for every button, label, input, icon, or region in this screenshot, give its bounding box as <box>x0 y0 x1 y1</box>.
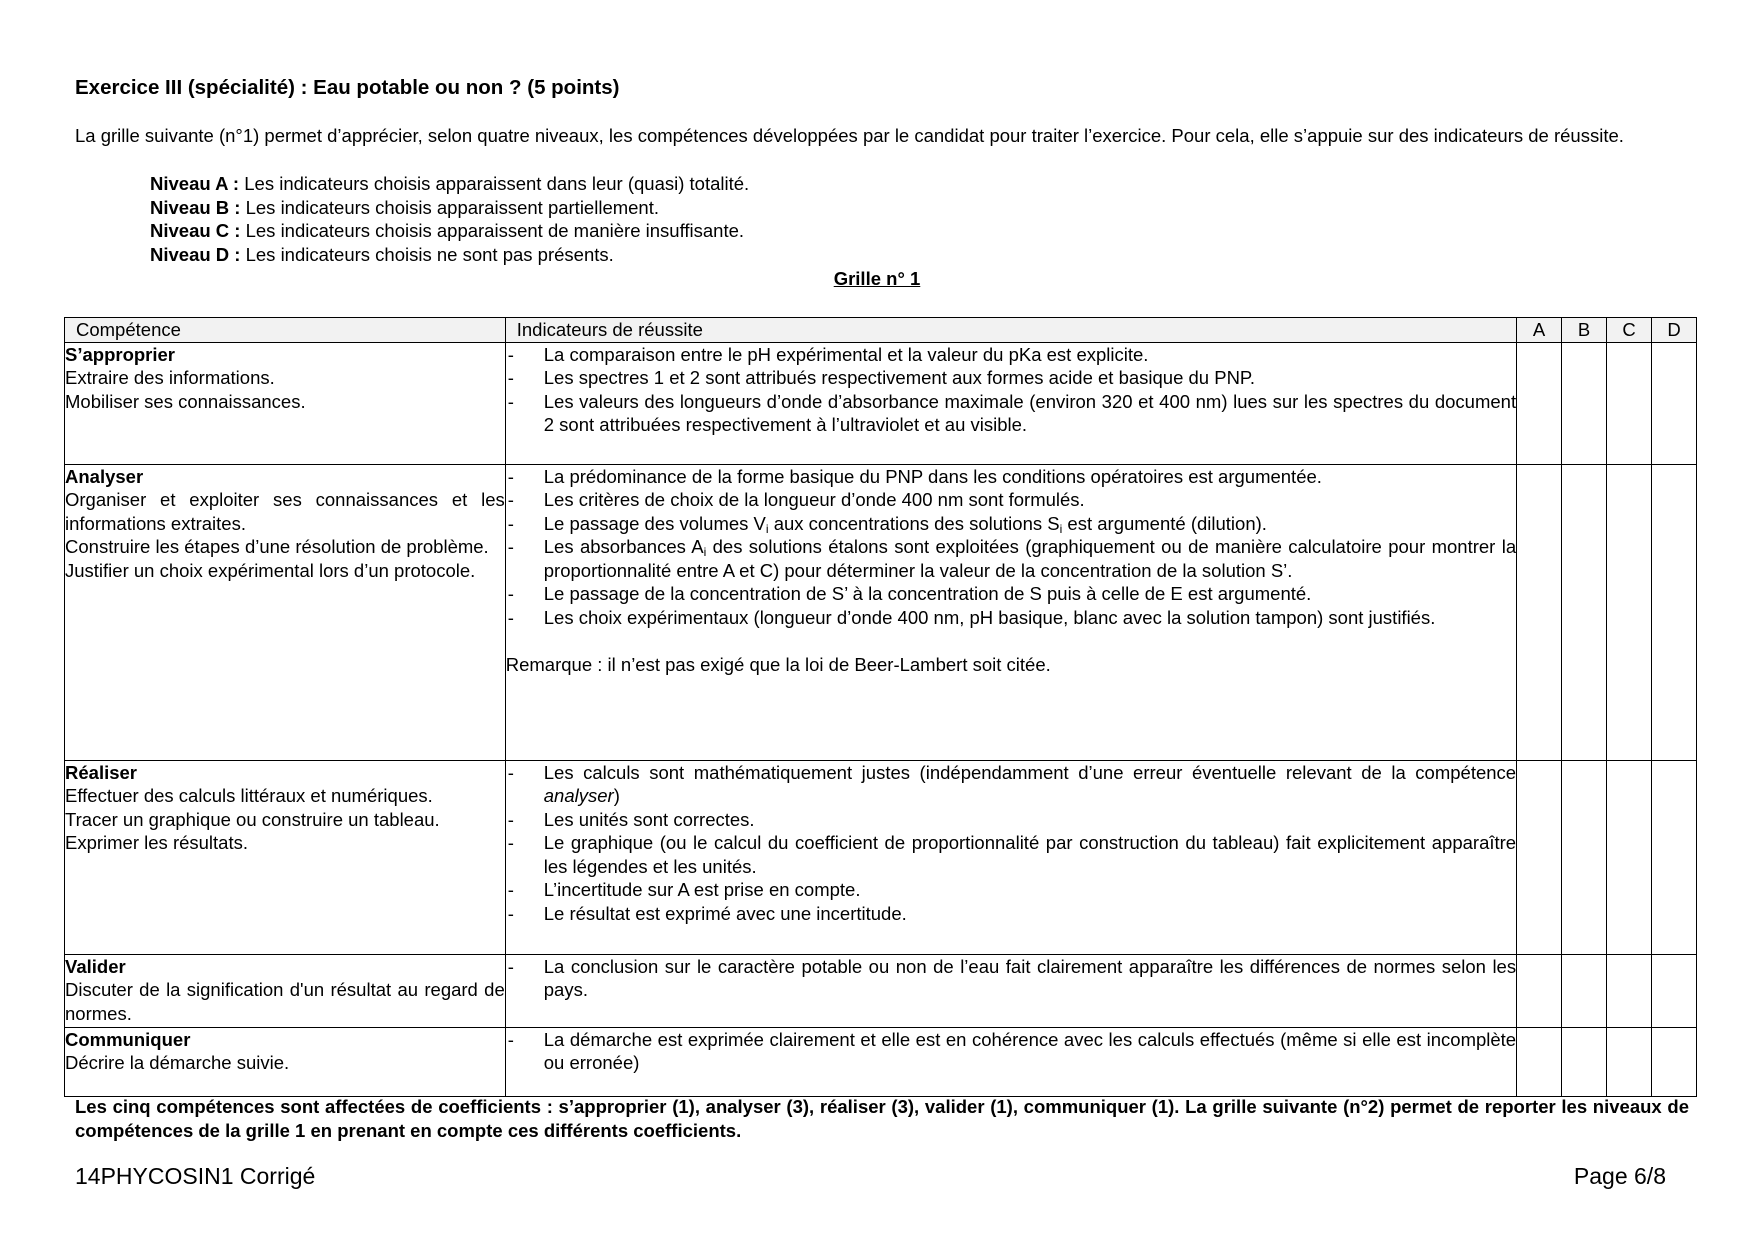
level-a-cell[interactable] <box>1517 464 1562 760</box>
indicators-cell <box>505 342 1516 464</box>
list-item: - L’incertitude sur A est prise en compte. <box>506 878 1516 902</box>
level-a-cell[interactable] <box>1517 954 1562 1027</box>
level-a: Niveau A : Les indicateurs choisis apparaissent dans leur (quasi) totalité. <box>150 173 750 194</box>
remark: Remarque : il n’est pas exigé que la loi de Beer-Lambert soit citée. <box>505 653 1051 675</box>
level-d-cell[interactable] <box>1652 760 1697 954</box>
header-d: D <box>1652 318 1697 343</box>
level-a-cell[interactable] <box>1517 760 1562 954</box>
level-b-cell[interactable] <box>1562 342 1607 464</box>
list-item: - La conclusion sur le caractère potable ou non de l’eau fait clairement apparaître les différences de normes selon les pays. <box>506 955 1516 1002</box>
level-b-cell[interactable] <box>1562 1027 1607 1096</box>
header-c: C <box>1607 318 1652 343</box>
levels-list <box>150 172 749 266</box>
footer-reference: 14PHYCOSIN1 Corrigé <box>75 1163 316 1189</box>
indicators-cell <box>505 760 1516 954</box>
level-d-cell[interactable] <box>1652 464 1697 760</box>
competence-grid <box>64 317 1697 1097</box>
level-c-cell[interactable] <box>1607 1027 1652 1096</box>
list-item: - Le passage des volumes $V_i$ aux concentrations des solutions $S_i$ est argumenté (dilution). <box>506 512 1516 536</box>
list-item: - Le passage de la concentration de S’ à la concentration de S puis à celle de E est argumenté. <box>506 582 1516 606</box>
level-b-cell[interactable] <box>1562 954 1607 1027</box>
list-item: - Les unités sont correctes. <box>506 808 1516 832</box>
header-indicateurs: Indicateurs de réussite <box>505 318 1516 343</box>
indicators-cell <box>505 464 1516 760</box>
list-item: - La comparaison entre le pH expérimental et la valeur du pKa est explicite. <box>506 343 1516 367</box>
list-item: - Les spectres 1 et 2 sont attribués respectivement aux formes acide et basique du PNP. <box>506 366 1516 390</box>
list-item: - Le résultat est exprimé avec une incertitude. <box>506 902 1516 926</box>
grid-title: Grille n° 1 <box>833 268 921 289</box>
coefficients-note: Les cinq compétences sont affectées de coefficients : s’approprier (1), analyser (3), réaliser (3), valider (1), communiquer (1). La grille suivante (n°2) permet de reporter les niveaux de compétences de la grille 1 en prenant en compte ces différents coefficients. <box>75 1096 1689 1141</box>
level-c-cell[interactable] <box>1607 760 1652 954</box>
level-c-cell[interactable] <box>1607 342 1652 464</box>
level-d-cell[interactable] <box>1652 342 1697 464</box>
exercise-title: Exercice III (spécialité) : Eau potable ou non ? (5 points) <box>75 76 620 99</box>
competence-cell: Valider Discuter de la signification d'un résultat au regard de normes. <box>65 954 506 1027</box>
level-d: Niveau D : Les indicateurs choisis ne sont pas présents. <box>150 243 614 265</box>
list-item: - Le graphique (ou le calcul du coefficient de proportionnalité par construction du tableau) fait explicitement apparaître les légendes et les unités. <box>506 831 1516 878</box>
table-row <box>65 1027 1697 1096</box>
level-b-cell[interactable] <box>1562 760 1607 954</box>
level-c-cell[interactable] <box>1607 464 1652 760</box>
indicators-cell <box>505 954 1516 1027</box>
footer-page-number: Page 6/8 <box>1573 1163 1666 1189</box>
competence-cell: S’approprier Extraire des informations. Mobiliser ses connaissances. <box>65 342 506 464</box>
list-item: - La prédominance de la forme basique du PNP dans les conditions opératoires est argumentée. <box>506 465 1516 489</box>
indicators-cell <box>505 1027 1516 1096</box>
level-c: Niveau C : Les indicateurs choisis apparaissent de manière insuffisante. <box>150 220 745 241</box>
competence-cell: Analyser Organiser et exploiter ses connaissances et les informations extraites. Construire les étapes d’une résolution de problème. Justifier un choix expérimental lors d’un protocole. <box>65 464 506 760</box>
table-row <box>65 954 1697 1027</box>
header-a: A <box>1517 318 1562 343</box>
list-item: - Les calculs sont mathématiquement justes (indépendamment d’une erreur éventuelle relevant de la compétence analyser) <box>506 761 1516 808</box>
table-header-row <box>65 318 1697 343</box>
intro-paragraph: La grille suivante (n°1) permet d’apprécier, selon quatre niveaux, les compétences développées par le candidat pour traiter l’exercice. Pour cela, elle s’appuie sur des indicateurs de réussite. <box>75 125 1624 146</box>
level-a-cell[interactable] <box>1517 1027 1562 1096</box>
table-row <box>65 342 1697 464</box>
header-b: B <box>1562 318 1607 343</box>
level-d-cell[interactable] <box>1652 954 1697 1027</box>
level-b: Niveau B : Les indicateurs choisis apparaissent partiellement. <box>150 196 659 218</box>
level-a-cell[interactable] <box>1517 342 1562 464</box>
header-competence: Compétence <box>65 318 506 343</box>
competence-cell: Communiquer Décrire la démarche suivie. <box>65 1027 506 1096</box>
list-item: - Les absorbances $A_i$ des solutions étalons sont exploitées (graphiquement ou de manière calculatoire pour montrer la proportionnalité entre A et C) pour déterminer la valeur de la concentration de la solution S’. <box>506 535 1516 582</box>
competence-cell: Réaliser Effectuer des calculs littéraux et numériques. Tracer un graphique ou construire un tableau. Exprimer les résultats. <box>65 760 506 954</box>
level-b-cell[interactable] <box>1562 464 1607 760</box>
table-row <box>65 464 1697 760</box>
list-item: - Les valeurs des longueurs d’onde d’absorbance maximale (environ 320 et 400 nm) lues sur les spectres du document 2 sont attribuées respectivement à l’ultraviolet et au visible. <box>506 390 1516 437</box>
table-row <box>65 760 1697 954</box>
list-item: - La démarche est exprimée clairement et elle est en cohérence avec les calculs effectués (même si elle est incomplète ou erronée) <box>506 1028 1516 1075</box>
list-item: - Les choix expérimentaux (longueur d’onde 400 nm, pH basique, blanc avec la solution tampon) sont justifiés. <box>506 606 1516 630</box>
level-d-cell[interactable] <box>1652 1027 1697 1096</box>
level-c-cell[interactable] <box>1607 954 1652 1027</box>
list-item: - Les critères de choix de la longueur d’onde 400 nm sont formulés. <box>506 488 1516 512</box>
